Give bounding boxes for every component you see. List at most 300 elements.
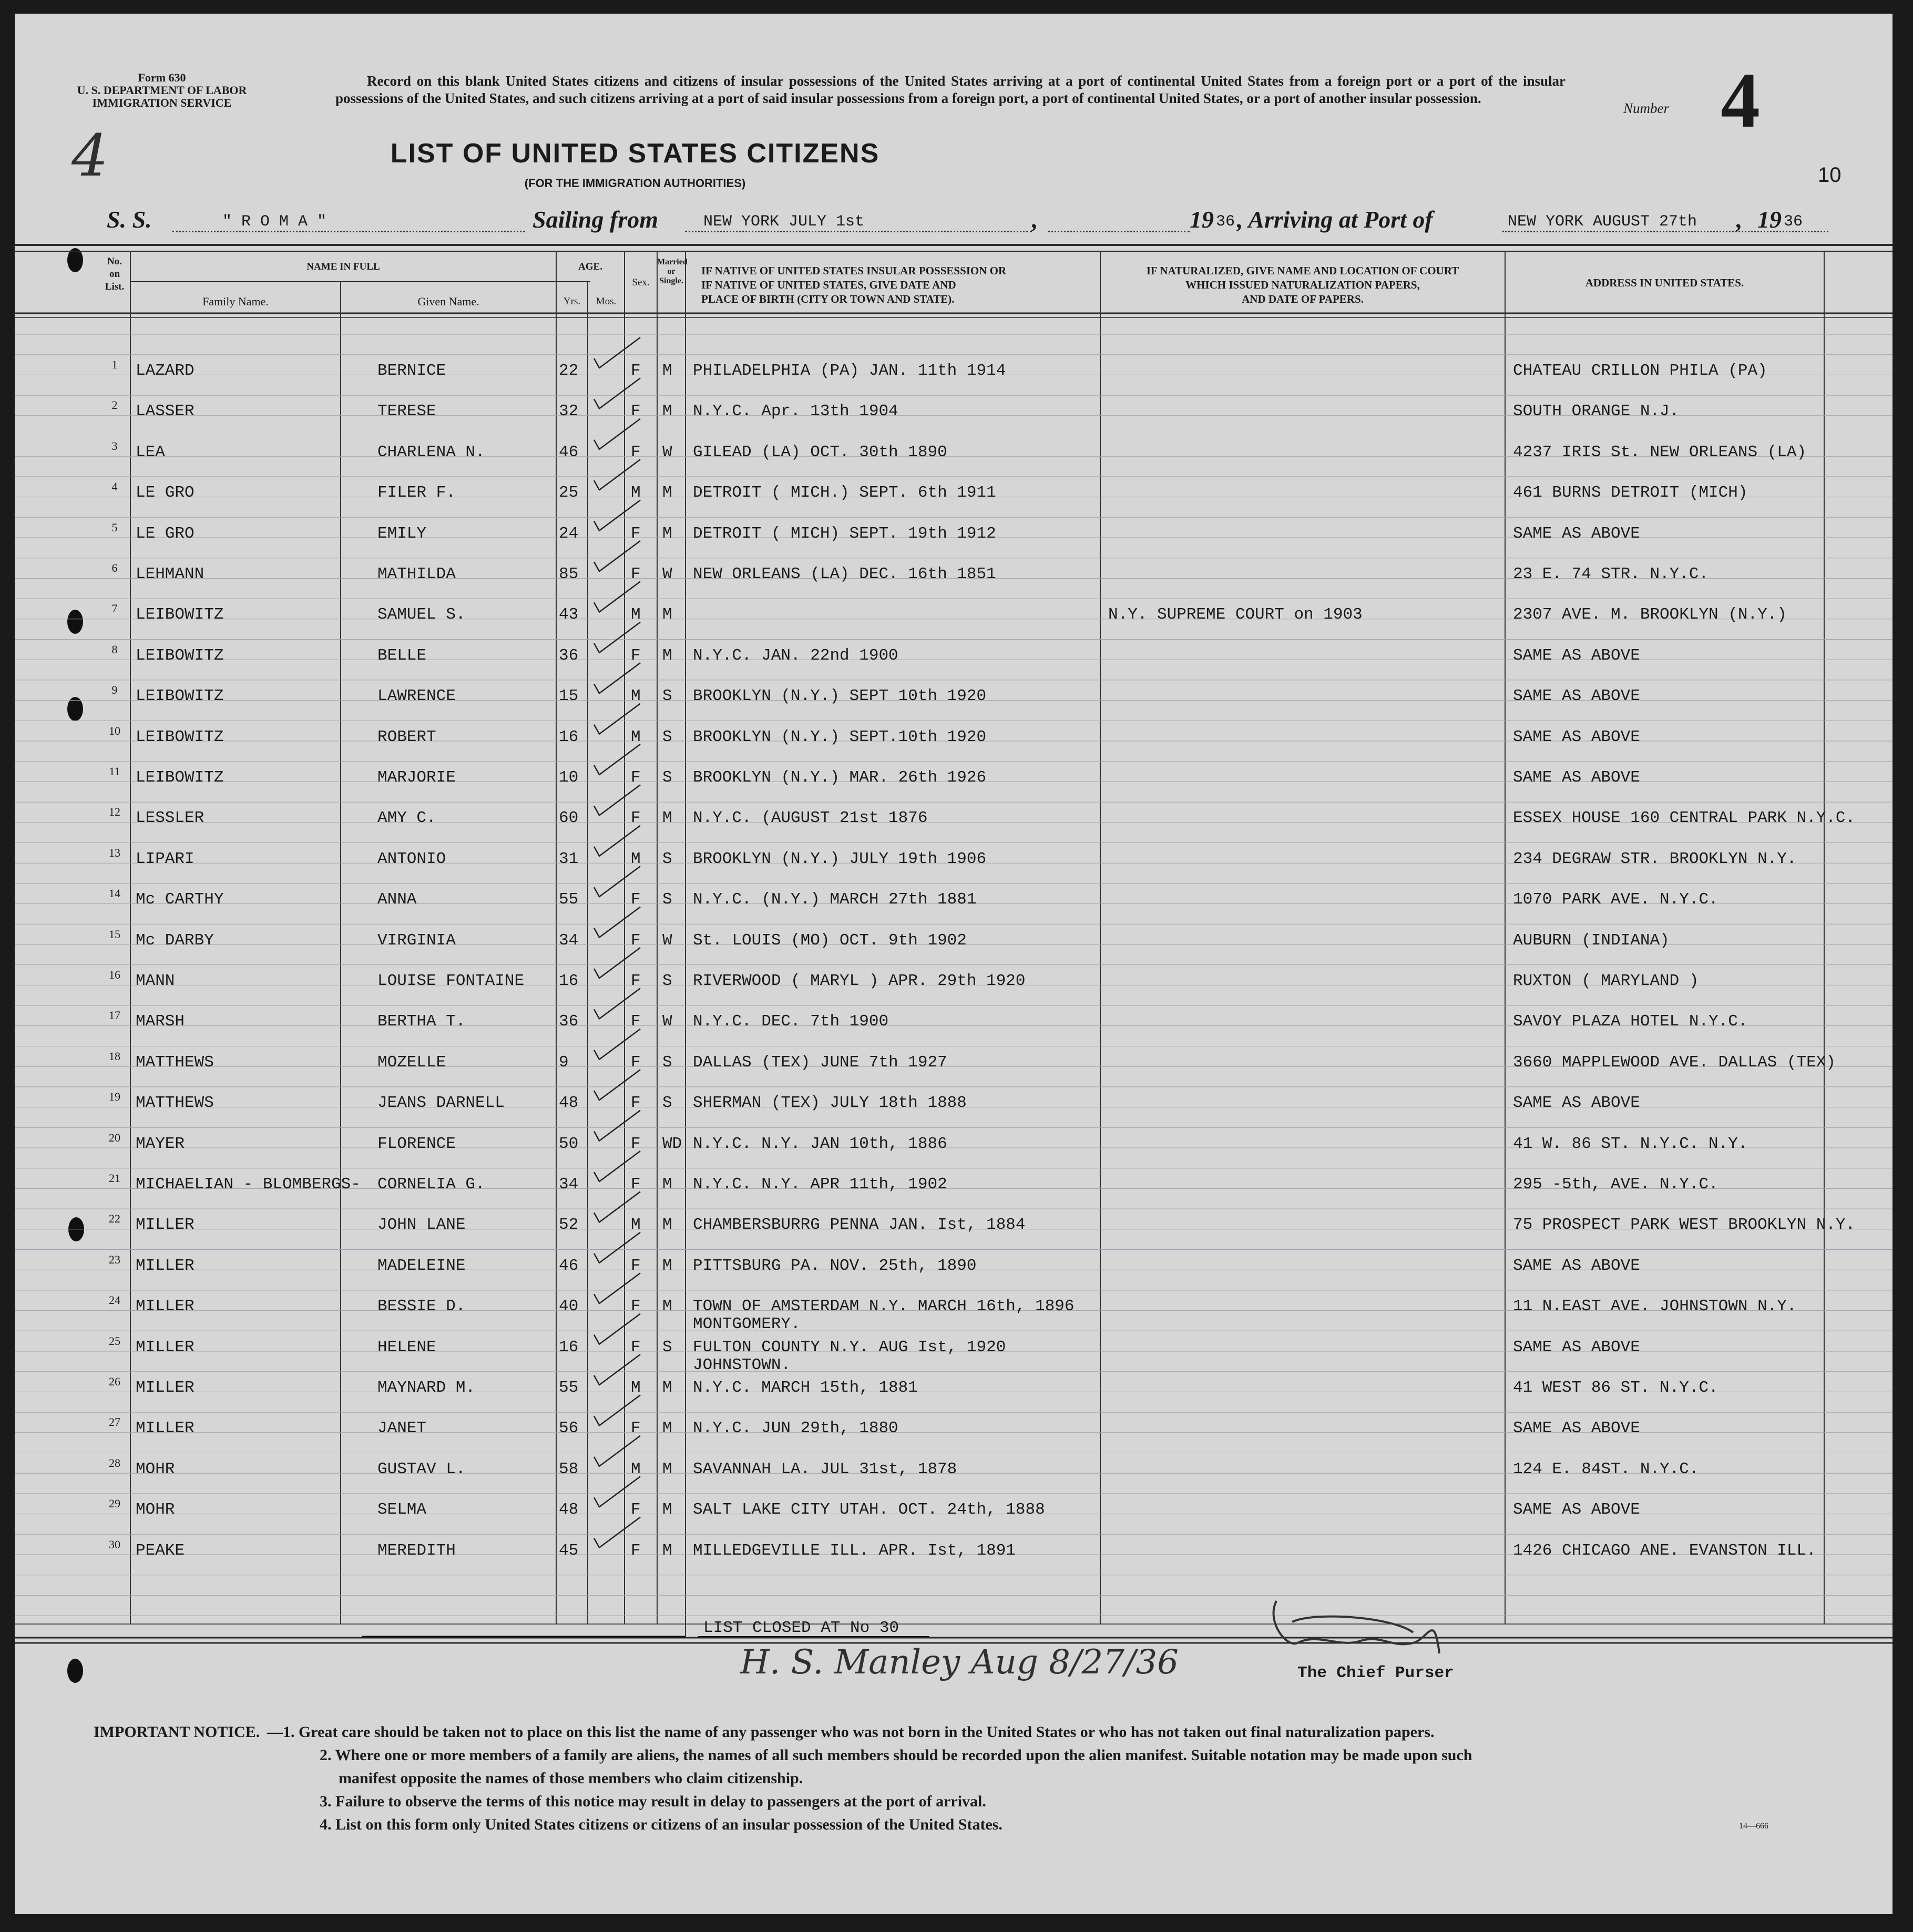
family-name: MATTHEWS xyxy=(136,1094,214,1113)
table-row xyxy=(15,398,1892,442)
row-number: 5 xyxy=(111,520,118,534)
family-name: LEIBOWITZ xyxy=(136,727,224,746)
family-name: MILLER xyxy=(136,1419,195,1438)
us-address: SOUTH ORANGE N.J. xyxy=(1513,402,1680,421)
table-row xyxy=(15,1212,1892,1256)
table-row xyxy=(15,1131,1892,1175)
age-years: 56 xyxy=(559,1419,579,1438)
header-given-name: Given Name. xyxy=(417,295,479,308)
us-address: 2307 AVE. M. BROOKLYN (N.Y.) xyxy=(1513,605,1787,624)
birth-info: BROOKLYN (N.Y.) MAR. 26th 1926 xyxy=(693,768,987,787)
sex: M xyxy=(631,1216,641,1235)
birth-info: NEW ORLEANS (LA) DEC. 16th 1851 xyxy=(693,565,996,583)
page-number: 10 xyxy=(1818,163,1842,187)
given-name: FILER F. xyxy=(377,484,456,502)
age-years: 10 xyxy=(559,768,579,787)
sex: M xyxy=(631,849,641,868)
family-name: LAZARD xyxy=(136,362,195,380)
table-row xyxy=(15,1415,1892,1459)
given-name: BERNICE xyxy=(377,362,446,380)
family-name: MILLER xyxy=(136,1256,195,1275)
notice-lead: IMPORTANT NOTICE. xyxy=(94,1723,260,1741)
row-number: 20 xyxy=(109,1131,120,1144)
sailing-year: 36 xyxy=(1216,213,1235,231)
sex: M xyxy=(631,1460,641,1478)
age-years: 48 xyxy=(559,1094,579,1113)
row-number: 25 xyxy=(109,1334,120,1348)
notice-item-1: —1. Great care should be taken not to place on this list the name of any passenger who was not born in the United States or who has not taken out final naturalization papers. xyxy=(267,1723,1435,1741)
age-years: 46 xyxy=(559,1256,579,1275)
header-no: No. on List. xyxy=(105,256,125,292)
table-row xyxy=(15,358,1892,402)
given-name: JANET xyxy=(377,1419,427,1438)
birth-info: CHAMBERSBURRG PENNA JAN. Ist, 1884 xyxy=(693,1216,1026,1235)
age-years: 58 xyxy=(559,1460,579,1478)
header-family-name: Family Name. xyxy=(202,295,269,308)
table-row xyxy=(15,1375,1892,1419)
row-number: 21 xyxy=(109,1171,120,1185)
marital-status: S xyxy=(662,768,672,787)
given-name: BERTHA T. xyxy=(377,1012,466,1031)
marital-status: S xyxy=(662,1094,672,1113)
birth-info: SALT LAKE CITY UTAH. OCT. 24th, 1888 xyxy=(693,1501,1045,1519)
sex: F xyxy=(631,443,641,461)
birth-info: FULTON COUNTY N.Y. AUG Ist, 1920 xyxy=(693,1338,1006,1356)
family-name: LIPARI xyxy=(136,849,195,868)
family-name: MAYER xyxy=(136,1134,185,1153)
us-address: SAME AS ABOVE xyxy=(1513,768,1640,787)
row-number: 15 xyxy=(109,927,120,941)
notice-item-2-cont: manifest opposite the names of those members who claim citizenship. xyxy=(339,1770,803,1787)
family-name: MILLER xyxy=(136,1216,195,1235)
birth-info: BROOKLYN (N.Y.) SEPT 10th 1920 xyxy=(693,687,987,706)
departure-port: NEW YORK JULY 1st xyxy=(703,213,865,231)
family-name: MANN xyxy=(136,972,175,990)
record-notice: Record on this blank United States citizens and citizens of insular possessions of the United States arriving at a port of continental United States from a foreign port or a port of the insular possessions of the United States, and such citizens arriving at a port of said insular possessions from a foreign port, a port of continental United States, or a port of another insular possession. xyxy=(335,73,1566,106)
number-label: Number xyxy=(1623,100,1669,116)
marital-status: M xyxy=(662,1460,672,1478)
row-number: 10 xyxy=(109,724,120,737)
header-age: AGE. xyxy=(578,261,602,272)
sex: M xyxy=(631,687,641,706)
table-row xyxy=(15,439,1892,483)
table-row xyxy=(15,767,1892,808)
birth-info: N.Y.C. JAN. 22nd 1900 xyxy=(693,646,898,665)
row-number: 26 xyxy=(109,1375,120,1388)
row-number: 3 xyxy=(111,439,118,453)
given-name: SELMA xyxy=(377,1501,427,1519)
age-years: 52 xyxy=(559,1216,579,1235)
family-name: LEIBOWITZ xyxy=(136,687,224,706)
year-prefix-1: 19 xyxy=(1190,206,1214,233)
us-address: SAME AS ABOVE xyxy=(1513,1256,1640,1275)
given-name: CORNELIA G. xyxy=(377,1175,485,1194)
family-name: MATTHEWS xyxy=(136,1053,214,1072)
row-number: 11 xyxy=(109,765,120,778)
us-address: 1070 PARK AVE. N.Y.C. xyxy=(1513,890,1718,909)
table-row xyxy=(15,1011,1892,1052)
sex: F xyxy=(631,524,641,543)
row-number: 23 xyxy=(109,1252,120,1266)
table-row xyxy=(15,604,1892,645)
birth-info: MILLEDGEVILLE ILL. APR. Ist, 1891 xyxy=(693,1541,1016,1560)
row-number: 12 xyxy=(109,805,120,819)
us-address: 1426 CHICAGO ANE. EVANSTON ILL. xyxy=(1513,1541,1816,1560)
given-name: MATHILDA xyxy=(377,565,456,583)
marital-status: W xyxy=(662,443,672,461)
marital-status: M xyxy=(662,1256,672,1275)
family-name: LE GRO xyxy=(136,524,195,543)
sex: F xyxy=(631,1256,641,1275)
family-name: LESSLER xyxy=(136,809,204,828)
birth-info: N.Y.C. MARCH 15th, 1881 xyxy=(693,1379,918,1397)
family-name: LASSER xyxy=(136,402,195,421)
marital-status: S xyxy=(662,890,672,909)
family-name: Mc CARTHY xyxy=(136,890,224,909)
sex: F xyxy=(631,1501,641,1519)
marital-status: WD xyxy=(662,1134,682,1153)
sex: F xyxy=(631,809,641,828)
age-years: 15 xyxy=(559,687,579,706)
row-number: 14 xyxy=(109,887,120,900)
sex: F xyxy=(631,1175,641,1194)
birth-info: N.Y.C. N.Y. APR 11th, 1902 xyxy=(693,1175,947,1194)
us-address: SAME AS ABOVE xyxy=(1513,1501,1640,1519)
us-address: SAME AS ABOVE xyxy=(1513,727,1640,746)
page-subtitle: (FOR THE IMMIGRATION AUTHORITIES) xyxy=(524,177,746,190)
marital-status: M xyxy=(662,1175,672,1194)
family-name: LEA xyxy=(136,443,165,461)
service-name: IMMIGRATION SERVICE xyxy=(92,96,232,109)
table-row xyxy=(15,927,1892,971)
row-number: 16 xyxy=(109,968,120,981)
us-address: 41 WEST 86 ST. N.Y.C. xyxy=(1513,1379,1718,1397)
marital-status: M xyxy=(662,1297,672,1316)
table-row xyxy=(15,889,1892,930)
form-number: Form 630 xyxy=(138,71,186,84)
family-name: MILLER xyxy=(136,1379,195,1397)
ship-name: " R O M A " xyxy=(222,213,327,231)
given-name: ANTONIO xyxy=(377,849,446,868)
age-years: 50 xyxy=(559,1134,579,1153)
family-name: LEIBOWITZ xyxy=(136,605,224,624)
table-row xyxy=(15,482,1892,523)
age-years: 60 xyxy=(559,809,579,828)
given-name: MADELEINE xyxy=(377,1256,466,1275)
sex: F xyxy=(631,565,641,583)
birth-info: DETROIT ( MICH) SEPT. 19th 1912 xyxy=(693,524,996,543)
birth-info: N.Y.C. (AUGUST 21st 1876 xyxy=(693,809,928,828)
marital-status: S xyxy=(662,1053,672,1072)
notice-item-4: 4. List on this form only United States citizens or citizens of an insular possession of the United States. xyxy=(320,1816,1002,1833)
row-number: 6 xyxy=(111,561,118,574)
us-address: SAME AS ABOVE xyxy=(1513,646,1640,665)
row-number: 19 xyxy=(109,1090,120,1104)
us-address: SAME AS ABOVE xyxy=(1513,1094,1640,1113)
sex: M xyxy=(631,1379,641,1397)
naturalization-info: N.Y. SUPREME COURT on 1903 xyxy=(1108,605,1363,624)
family-name: MARSH xyxy=(136,1012,185,1031)
us-address: 3660 MAPPLEWOOD AVE. DALLAS (TEX) xyxy=(1513,1053,1836,1072)
birth-info: N.Y.C. DEC. 7th 1900 xyxy=(693,1012,889,1031)
given-name: BESSIE D. xyxy=(377,1297,466,1316)
table-row xyxy=(15,1090,1892,1134)
sex: F xyxy=(631,1134,641,1153)
table-row xyxy=(15,1171,1892,1215)
marital-status: M xyxy=(662,1541,672,1560)
given-name: MARJORIE xyxy=(377,768,456,787)
row-number: 4 xyxy=(111,480,118,494)
table-row xyxy=(15,805,1892,849)
age-years: 55 xyxy=(559,890,579,909)
age-years: 36 xyxy=(559,1012,579,1031)
birth-info: SAVANNAH LA. JUL 31st, 1878 xyxy=(693,1460,957,1478)
inspector-signature: H. S. Manley Aug 8/27/36 xyxy=(740,1643,1179,1682)
us-address: SAME AS ABOVE xyxy=(1513,1419,1640,1438)
row-number: 24 xyxy=(109,1293,120,1307)
given-name: MEREDITH xyxy=(377,1541,456,1560)
notice-item-3: 3. Failure to observe the terms of this notice may result in delay to passengers at the port of arrival. xyxy=(320,1793,986,1810)
table-row xyxy=(15,1537,1892,1581)
chief-purser-label: The Chief Purser xyxy=(1297,1664,1454,1682)
corner-handwritten-mark: 4 xyxy=(71,122,108,189)
given-name: LOUISE FONTAINE xyxy=(377,972,525,990)
birth-info: N.Y.C. N.Y. JAN 10th, 1886 xyxy=(693,1134,947,1153)
family-name: LE GRO xyxy=(136,484,195,502)
birth-info: N.Y.C. JUN 29th, 1880 xyxy=(693,1419,898,1438)
given-name: MAYNARD M. xyxy=(377,1379,476,1397)
table-row xyxy=(15,1456,1892,1500)
sex: F xyxy=(631,972,641,990)
row-number: 17 xyxy=(109,1009,120,1022)
birth-info: N.Y.C. (N.Y.) MARCH 27th 1881 xyxy=(693,890,977,909)
sex: F xyxy=(631,890,641,909)
header-mos: Mos. xyxy=(596,296,617,307)
row-number: 2 xyxy=(111,398,118,412)
birth-info: DALLAS (TEX) JUNE 7th 1927 xyxy=(693,1053,947,1072)
us-address: 41 W. 86 ST. N.Y.C. N.Y. xyxy=(1513,1134,1748,1153)
table-row xyxy=(15,520,1892,564)
marital-status: M xyxy=(662,605,672,624)
row-number: 22 xyxy=(109,1212,120,1226)
table-row xyxy=(15,968,1892,1012)
age-years: 22 xyxy=(559,362,579,380)
marital-status: M xyxy=(662,1216,672,1235)
sex: F xyxy=(631,402,641,421)
us-address: 23 E. 74 STR. N.Y.C. xyxy=(1513,565,1709,583)
given-name: MOZELLE xyxy=(377,1053,446,1072)
sex: F xyxy=(631,1297,641,1316)
marital-status: S xyxy=(662,687,672,706)
marital-status: W xyxy=(662,931,672,950)
family-name: Mc DARBY xyxy=(136,931,214,950)
sex: F xyxy=(631,1012,641,1031)
sex: F xyxy=(631,768,641,787)
sex: F xyxy=(631,646,641,665)
list-closed-note: LIST CLOSED AT No 30 xyxy=(703,1619,899,1637)
row-number: 30 xyxy=(109,1537,120,1551)
table-row xyxy=(15,1334,1892,1378)
marital-status: M xyxy=(662,809,672,828)
sex: F xyxy=(631,931,641,950)
birth-info: GILEAD (LA) OCT. 30th 1890 xyxy=(693,443,947,461)
age-years: 16 xyxy=(559,972,579,990)
header-naturalized: IF NATURALIZED, GIVE NAME AND LOCATION OF COURT WHICH ISSUED NATURALIZATION PAPERS, AND DATE OF PAPERS. xyxy=(1146,264,1459,305)
sailing-line: S. S. " R O M A " Sailing from NEW YORK JULY 1st , 19 36 , Arriving at Port of NEW YORK AUGUST 27th , 19 36 xyxy=(107,205,1789,237)
marital-status: M xyxy=(662,524,672,543)
table-row xyxy=(15,724,1892,768)
table-row xyxy=(15,1499,1892,1540)
given-name: HELENE xyxy=(377,1338,436,1356)
marital-status: S xyxy=(662,1338,672,1356)
table-row xyxy=(15,846,1892,890)
us-address: 461 BURNS DETROIT (MICH) xyxy=(1513,484,1748,502)
table-row xyxy=(15,1293,1892,1337)
age-years: 45 xyxy=(559,1541,579,1560)
marital-status: M xyxy=(662,402,672,421)
marital-status: S xyxy=(662,727,672,746)
marital-status: M xyxy=(662,1379,672,1397)
given-name: JOHN LANE xyxy=(377,1216,466,1235)
marital-status: M xyxy=(662,1419,672,1438)
family-name: LEIBOWITZ xyxy=(136,768,224,787)
sex: F xyxy=(631,1541,641,1560)
given-name: FLORENCE xyxy=(377,1134,456,1153)
marital-status: S xyxy=(662,972,672,990)
row-number: 7 xyxy=(111,602,118,615)
birth-info: TOWN OF AMSTERDAM N.Y. MARCH 16th, 1896 xyxy=(693,1297,1075,1316)
age-years: 34 xyxy=(559,1175,579,1194)
age-years: 9 xyxy=(559,1053,569,1072)
birth-info-county: MONTGOMERY. xyxy=(693,1315,801,1334)
marital-status: W xyxy=(662,1012,672,1031)
given-name: ANNA xyxy=(377,890,417,909)
us-address: 124 E. 84ST. N.Y.C. xyxy=(1513,1460,1699,1478)
family-name: PEAKE xyxy=(136,1541,185,1560)
family-name: MILLER xyxy=(136,1338,195,1356)
given-name: CHARLENA N. xyxy=(377,443,485,461)
given-name: SAMUEL S. xyxy=(377,605,466,624)
row-number: 9 xyxy=(111,683,118,697)
birth-info: DETROIT ( MICH.) SEPT. 6th 1911 xyxy=(693,484,996,502)
us-address: 4237 IRIS St. NEW ORLEANS (LA) xyxy=(1513,443,1807,461)
us-address: SAME AS ABOVE xyxy=(1513,524,1640,543)
arrival-year: 36 xyxy=(1784,213,1803,231)
age-years: 16 xyxy=(559,727,579,746)
given-name: TERESE xyxy=(377,402,436,421)
given-name: VIRGINIA xyxy=(377,931,456,950)
department-name: U. S. DEPARTMENT OF LABOR xyxy=(77,84,247,97)
header-name-in-full: NAME IN FULL xyxy=(306,261,380,272)
header-sex: Sex. xyxy=(632,277,650,288)
table-row xyxy=(15,1252,1892,1297)
marital-status: M xyxy=(662,484,672,502)
family-name: MOHR xyxy=(136,1501,175,1519)
row-number: 27 xyxy=(109,1415,120,1429)
age-years: 36 xyxy=(559,646,579,665)
family-name: MOHR xyxy=(136,1460,175,1478)
marital-status: M xyxy=(662,1501,672,1519)
us-address: SAME AS ABOVE xyxy=(1513,1338,1640,1356)
us-address: 234 DEGRAW STR. BROOKLYN N.Y. xyxy=(1513,849,1797,868)
age-years: 32 xyxy=(559,402,579,421)
header-yrs: Yrs. xyxy=(563,296,581,307)
table-row xyxy=(15,1049,1892,1093)
us-address: SAME AS ABOVE xyxy=(1513,687,1640,706)
marital-status: M xyxy=(662,362,672,380)
birth-info: RIVERWOOD ( MARYL ) APR. 29th 1920 xyxy=(693,972,1026,990)
ss-label: S. S. xyxy=(107,206,152,233)
table-row xyxy=(15,642,1892,686)
header-address: ADDRESS IN UNITED STATES. xyxy=(1585,276,1744,289)
age-years: 34 xyxy=(559,931,579,950)
sex: F xyxy=(631,1419,641,1438)
family-name: LEHMANN xyxy=(136,565,204,583)
sex: F xyxy=(631,362,641,380)
birth-info-county: JOHNSTOWN. xyxy=(693,1355,791,1374)
age-years: 16 xyxy=(559,1338,579,1356)
table-row xyxy=(15,561,1892,605)
us-address: CHATEAU CRILLON PHILA (PA) xyxy=(1513,362,1767,380)
us-address: RUXTON ( MARYLAND ) xyxy=(1513,972,1699,990)
birth-info: PITTSBURG PA. NOV. 25th, 1890 xyxy=(693,1256,977,1275)
sex: F xyxy=(631,1053,641,1072)
manifest-sheet xyxy=(15,14,1892,1914)
page-title: LIST OF UNITED STATES CITIZENS xyxy=(390,138,880,169)
us-address: SAVOY PLAZA HOTEL N.Y.C. xyxy=(1513,1012,1748,1031)
given-name: EMILY xyxy=(377,524,427,543)
age-years: 24 xyxy=(559,524,579,543)
age-years: 25 xyxy=(559,484,579,502)
given-name: ROBERT xyxy=(377,727,436,746)
row-number: 8 xyxy=(111,642,118,656)
marital-status: M xyxy=(662,646,672,665)
row-number: 1 xyxy=(111,358,118,371)
birth-info: BROOKLYN (N.Y.) JULY 19th 1906 xyxy=(693,849,987,868)
age-years: 55 xyxy=(559,1379,579,1397)
sex: M xyxy=(631,727,641,746)
row-number: 13 xyxy=(109,846,120,859)
sex: F xyxy=(631,1094,641,1113)
family-name: LEIBOWITZ xyxy=(136,646,224,665)
age-years: 43 xyxy=(559,605,579,624)
purser-signature-mark xyxy=(1255,1590,1487,1664)
us-address: ESSEX HOUSE 160 CENTRAL PARK N.Y.C. xyxy=(1513,809,1856,828)
year-prefix-2: 19 xyxy=(1757,206,1782,233)
row-number: 18 xyxy=(109,1049,120,1063)
given-name: LAWRENCE xyxy=(377,687,456,706)
age-years: 46 xyxy=(559,443,579,461)
family-name: MILLER xyxy=(136,1297,195,1316)
sex: F xyxy=(631,1338,641,1356)
us-address: 75 PROSPECT PARK WEST BROOKLYN N.Y. xyxy=(1513,1216,1856,1235)
row-number: 28 xyxy=(109,1456,120,1469)
us-address: 295 -5th, AVE. N.Y.C. xyxy=(1513,1175,1718,1194)
sailing-from-label: Sailing from xyxy=(533,206,659,233)
arriving-label: , Arriving at Port of xyxy=(1237,206,1433,233)
birth-info: St. LOUIS (MO) OCT. 9th 1902 xyxy=(693,931,967,950)
marital-status: W xyxy=(662,565,672,583)
age-years: 40 xyxy=(559,1297,579,1316)
birth-info: BROOKLYN (N.Y.) SEPT.10th 1920 xyxy=(693,727,987,746)
header-birth: IF NATIVE OF UNITED STATES INSULAR POSSESSION OR IF NATIVE OF UNITED STATES, GIVE DATE AND PLACE OF BIRTH (CITY OR TOWN AND STATE). xyxy=(701,264,1007,305)
given-name: BELLE xyxy=(377,646,427,665)
given-name: AMY C. xyxy=(377,809,436,828)
age-years: 48 xyxy=(559,1501,579,1519)
given-name: JEANS DARNELL xyxy=(377,1094,505,1113)
header-married-single: Married or Single. xyxy=(657,258,688,285)
table-row xyxy=(15,683,1892,727)
